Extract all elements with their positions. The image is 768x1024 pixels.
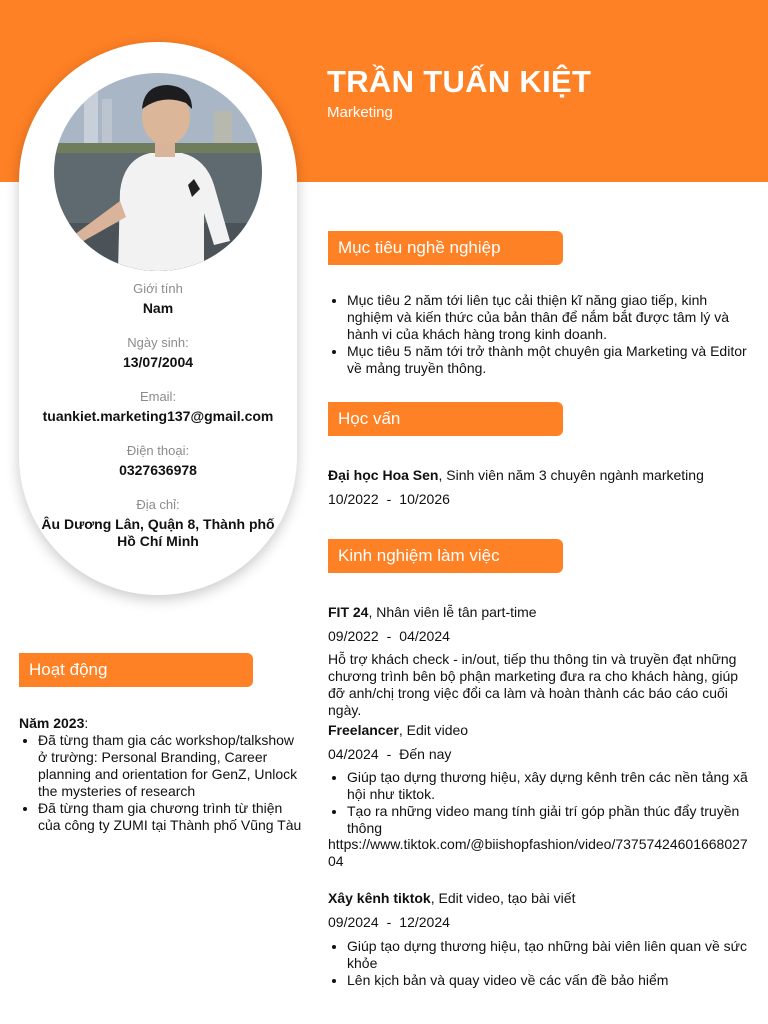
list-item: • Tạo ra những video mang tính giải trí góp phần thúc đẩy truyền thông bbox=[347, 803, 748, 837]
job-company: FIT 24 bbox=[328, 604, 369, 620]
birthdate-label: Ngày sinh: bbox=[127, 335, 189, 350]
avatar bbox=[54, 73, 262, 271]
candidate-role: Marketing bbox=[327, 104, 393, 121]
job-position: , Nhân viên lễ tân part-time bbox=[368, 604, 537, 620]
activities-block: Năm 2023: • Đã từng tham gia các workshop/talkshow ở trường: Personal Branding, Career planning and orientation for GenZ, Unlock the mysteries of research • Đã từng tham gia chương trình từ thiện của công ty ZUMI tại Thành phố Vũng Tàu bbox=[19, 715, 304, 834]
job-position: , Edit video, tạo bài viết bbox=[430, 890, 576, 906]
objective-list bbox=[328, 292, 748, 377]
job-details bbox=[328, 938, 748, 989]
phone-label: Điện thoại: bbox=[126, 443, 190, 458]
email-value: tuankiet.marketing137@gmail.com bbox=[42, 408, 274, 424]
education-heading: Học vấn bbox=[328, 402, 563, 436]
education-dates: 10/2022 - 10/2026 bbox=[328, 491, 450, 507]
address-value: Âu Dương Lân, Quận 8, Thành phố Hồ Chí Minh bbox=[41, 516, 275, 549]
school-name: Đại học Hoa Sen bbox=[328, 467, 439, 483]
job-title-line bbox=[328, 890, 748, 907]
job-title-line bbox=[328, 604, 748, 621]
job-end: 04/2024 bbox=[399, 628, 450, 644]
person-photo-icon bbox=[54, 73, 262, 271]
experience-heading: Kinh nghiệm làm việc bbox=[328, 539, 563, 573]
job-company: Freelancer bbox=[328, 722, 399, 738]
education-start: 10/2022 bbox=[328, 491, 379, 507]
candidate-name: TRẦN TUẤN KIỆT bbox=[327, 64, 592, 99]
phone-value: 0327636978 bbox=[119, 462, 197, 478]
job-end: Đến nay bbox=[399, 746, 452, 762]
job-end: 12/2024 bbox=[399, 914, 450, 930]
job-title-line bbox=[328, 722, 748, 739]
objective-heading: Mục tiêu nghề nghiệp bbox=[328, 231, 563, 265]
email-label: Email: bbox=[139, 389, 177, 404]
list-item: • Đã từng tham gia các workshop/talkshow ở trường: Personal Branding, Career planning and orientation for GenZ, Unlock the mysteries of research bbox=[38, 732, 304, 800]
birthdate-value: 13/07/2004 bbox=[122, 354, 194, 370]
job-position: , Edit video bbox=[398, 722, 469, 738]
address-label: Địa chỉ: bbox=[136, 497, 180, 512]
list-item: • Giúp tạo dựng thương hiệu, tạo những bài viên liên quan về sức khỏe bbox=[347, 938, 748, 972]
education-end: 10/2026 bbox=[399, 491, 450, 507]
job-details bbox=[328, 769, 748, 837]
list-item: • Mục tiêu 5 năm tới trở thành một chuyên gia Marketing và Editor về mảng truyền thông. bbox=[347, 343, 748, 377]
job-start: 04/2024 bbox=[328, 746, 379, 762]
list-item: • Mục tiêu 2 năm tới liên tục cải thiện kĩ năng giao tiếp, kinh nghiệm và kiến thức của bản thân để nắm bắt được tâm lý và hành vi của khách hàng trong kinh doanh. bbox=[347, 292, 748, 343]
list-item: • Lên kịch bản và quay video về các vấn đề bảo hiểm bbox=[347, 972, 748, 989]
activities-year: Năm 2023 bbox=[19, 715, 85, 731]
activities-list bbox=[19, 732, 304, 834]
gender-value: Nam bbox=[142, 300, 174, 316]
job-description: Hỗ trợ khách check - in/out, tiếp thu thông tin và truyền đạt những chương trình bên bộ phận marketing đưa ra cho khách hàng, giúp đỡ anh/chị trong việc đổi ca làm và hoàn thành các báo cáo cuối ngày. bbox=[328, 651, 739, 718]
education-detail: , Sinh viên năm 3 chuyên ngành marketing bbox=[438, 467, 704, 483]
activities-heading: Hoạt động bbox=[19, 653, 253, 687]
job-company: Xây kênh tiktok bbox=[328, 890, 431, 906]
job-items bbox=[328, 769, 748, 837]
job-start: 09/2022 bbox=[328, 628, 379, 644]
job-dates: 09/2022 - 04/2024 bbox=[328, 628, 450, 644]
job-items bbox=[328, 938, 748, 989]
objective-block bbox=[328, 292, 748, 377]
education-line bbox=[328, 467, 748, 484]
gender-label: Giới tính bbox=[133, 281, 183, 296]
job-dates: 04/2024 - Đến nay bbox=[328, 746, 452, 762]
list-item: • Giúp tạo dựng thương hiệu, xây dựng kênh trên các nền tảng xã hội như tiktok. bbox=[347, 769, 748, 803]
tiktok-link[interactable]: https://www.tiktok.com/@biishopfashion/video/7375742460166802704 bbox=[328, 836, 748, 869]
job-start: 09/2024 bbox=[328, 914, 379, 930]
job-dates: 09/2024 - 12/2024 bbox=[328, 914, 450, 930]
list-item: • Đã từng tham gia chương trình từ thiện của công ty ZUMI tại Thành phố Vũng Tàu bbox=[38, 800, 304, 834]
